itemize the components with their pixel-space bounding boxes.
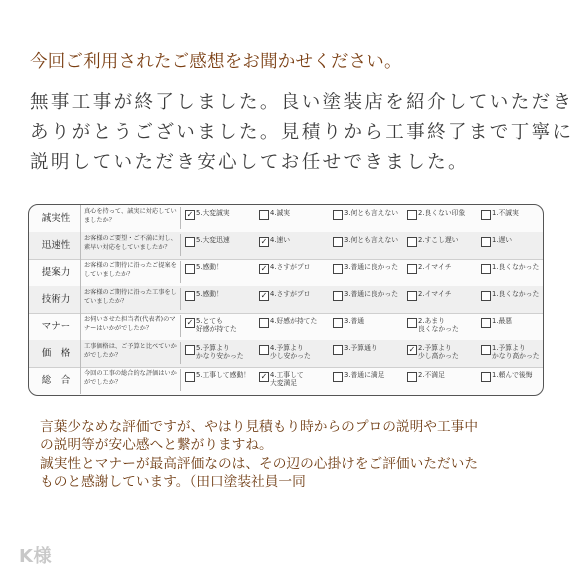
checkbox[interactable] <box>185 345 195 355</box>
page-heading: 今回ご利用されたご感想をお聞かせください。 <box>30 52 402 72</box>
survey-row <box>29 340 543 368</box>
survey-option-label: 2.予算より 少し高かった <box>418 344 459 360</box>
survey-option-label: 1.遅い <box>492 236 513 244</box>
survey-option-label: 5.とても 好感が持てた <box>196 317 237 333</box>
comment-line: の説明等が安心感へと繋がりますね。 <box>40 437 273 454</box>
survey-option-label: 3.何とも言えない <box>344 236 399 244</box>
survey-option-label: 3.何とも言えない <box>344 209 399 217</box>
survey-row <box>29 286 543 314</box>
survey-option-label: 4.さすがプロ <box>270 290 311 298</box>
checkbox[interactable] <box>481 372 491 382</box>
survey-option-label: 1.良くなかった <box>492 290 540 298</box>
survey-question: お客様のご期待に沿ったご提案をしていましたか？ <box>84 261 181 283</box>
checked-checkbox[interactable]: ✓ <box>260 237 268 246</box>
checkbox[interactable] <box>481 318 491 328</box>
survey-option-label: 3.普通に満足 <box>344 371 385 379</box>
survey-question: 真心を持って、誠実に対応していましたか？ <box>84 207 181 229</box>
survey-row <box>29 313 543 341</box>
checkbox[interactable] <box>407 372 417 382</box>
survey-option-label: 5.感動！ <box>196 290 223 298</box>
survey-row-label: 迅速性 <box>32 232 81 259</box>
survey-option-label: 1.最悪 <box>492 317 513 325</box>
handwritten-line: 説明していただき安心してお任せできました。 <box>30 152 469 173</box>
survey-option-label: 3.普通に良かった <box>344 290 399 298</box>
checkbox[interactable] <box>333 318 343 328</box>
survey-row-label: 価 格 <box>32 340 81 367</box>
survey-form <box>28 204 544 396</box>
checkbox[interactable] <box>481 210 491 220</box>
survey-option-label: 5.工事して感動！ <box>196 371 251 379</box>
checkbox[interactable] <box>333 372 343 382</box>
survey-row-label: マナー <box>32 313 81 340</box>
survey-option-label: 2.すこし遅い <box>418 236 459 244</box>
customer-signature: K様 <box>19 546 52 567</box>
survey-option-label: 5.大変誠実 <box>196 209 230 217</box>
survey-row <box>29 205 543 233</box>
checkbox[interactable] <box>333 264 343 274</box>
checkbox[interactable] <box>185 291 195 301</box>
survey-option-label: 3.普通に良かった <box>344 263 399 271</box>
checked-checkbox[interactable]: ✓ <box>408 345 416 354</box>
checked-checkbox[interactable]: ✓ <box>260 291 268 300</box>
survey-option-label: 2.イマイチ <box>418 263 452 271</box>
handwritten-line: 無事工事が終了しました。良い塗装店を紹介していただき <box>30 92 574 113</box>
survey-option-label: 5.感動！ <box>196 263 223 271</box>
survey-row-label: 総 合 <box>32 367 81 394</box>
checkbox[interactable] <box>407 210 417 220</box>
checkbox[interactable] <box>333 345 343 355</box>
checked-checkbox[interactable]: ✓ <box>186 210 194 219</box>
survey-option-label: 1.予算より かなり高かった <box>492 344 540 360</box>
survey-question: お客様のご期待に沿った工事をしていましたか？ <box>84 288 181 310</box>
comment-line: 誠実性とマナーが最高評価なのは、その辺の心掛けをご評価いただいた <box>40 455 479 472</box>
checkbox[interactable] <box>481 237 491 247</box>
survey-row <box>29 232 543 260</box>
checked-checkbox[interactable]: ✓ <box>260 264 268 273</box>
checkbox[interactable] <box>407 291 417 301</box>
survey-row-label: 誠実性 <box>32 205 81 232</box>
survey-option-label: 3.予算通り <box>344 344 378 352</box>
checked-checkbox[interactable]: ✓ <box>260 372 268 381</box>
survey-option-label: 2.あまり 良くなかった <box>418 317 459 333</box>
checkbox[interactable] <box>481 264 491 274</box>
checkbox[interactable] <box>185 237 195 247</box>
survey-option-label: 2.良くない印象 <box>418 209 466 217</box>
survey-option-label: 2.不満足 <box>418 371 445 379</box>
survey-row <box>29 367 543 394</box>
survey-row-label: 技術力 <box>32 286 81 313</box>
checkbox[interactable] <box>407 264 417 274</box>
survey-option-label: 5.予算より かなり安かった <box>196 344 244 360</box>
checkbox[interactable] <box>333 291 343 301</box>
checked-checkbox[interactable]: ✓ <box>186 318 194 327</box>
survey-option-label: 1.不誠実 <box>492 209 519 217</box>
comment-line: 言葉少なめな評価ですが、やはり見積もり時からのプロの説明や工事中 <box>40 419 479 435</box>
survey-row <box>29 259 543 287</box>
survey-row-label: 提案力 <box>32 259 81 286</box>
survey-option-label: 4.好感が持てた <box>270 317 318 325</box>
checkbox[interactable] <box>481 345 491 355</box>
survey-option-label: 1.良くなかった <box>492 263 540 271</box>
checkbox[interactable] <box>185 264 195 274</box>
survey-option-label: 4.工事して 大変満足 <box>270 371 304 387</box>
checkbox[interactable] <box>407 237 417 247</box>
checkbox[interactable] <box>407 318 417 328</box>
checkbox[interactable] <box>481 291 491 301</box>
survey-option-label: 4.予算より 少し安かった <box>270 344 311 360</box>
survey-option-label: 3.普通 <box>344 317 365 325</box>
checkbox[interactable] <box>333 237 343 247</box>
survey-option-label: 4.速い <box>270 236 291 244</box>
handwritten-line: ありがとうございました。見積りから工事終了まで丁寧に <box>30 122 574 143</box>
handwritten-comment <box>30 88 574 178</box>
survey-option-label: 4.さすがプロ <box>270 263 311 271</box>
survey-option-label: 4.誠実 <box>270 209 291 217</box>
survey-option-label: 5.大変迅速 <box>196 236 230 244</box>
checkbox[interactable] <box>333 210 343 220</box>
checkbox[interactable] <box>259 345 269 355</box>
checkbox[interactable] <box>259 318 269 328</box>
checkbox[interactable] <box>185 372 195 382</box>
checkbox[interactable] <box>259 210 269 220</box>
survey-option-label: 1.頼んで後悔 <box>492 371 533 379</box>
comment-line: ものと感謝しています。（田口塗装社員一同 <box>40 473 306 490</box>
survey-question: お客様のご要望・ご不満に対し、素早い対応をしていましたか？ <box>84 234 181 256</box>
survey-option-label: 2.イマイチ <box>418 290 452 298</box>
staff-comment <box>40 418 560 491</box>
survey-question: 今回の工事の総合的な評価はいかがでしたか？ <box>84 369 181 391</box>
survey-question: お伺いさせた担当者(代表者)のマナーはいかがでしたか？ <box>84 315 181 337</box>
survey-question: 工事価格は、ご予算と比べていかがでしたか？ <box>84 342 181 364</box>
